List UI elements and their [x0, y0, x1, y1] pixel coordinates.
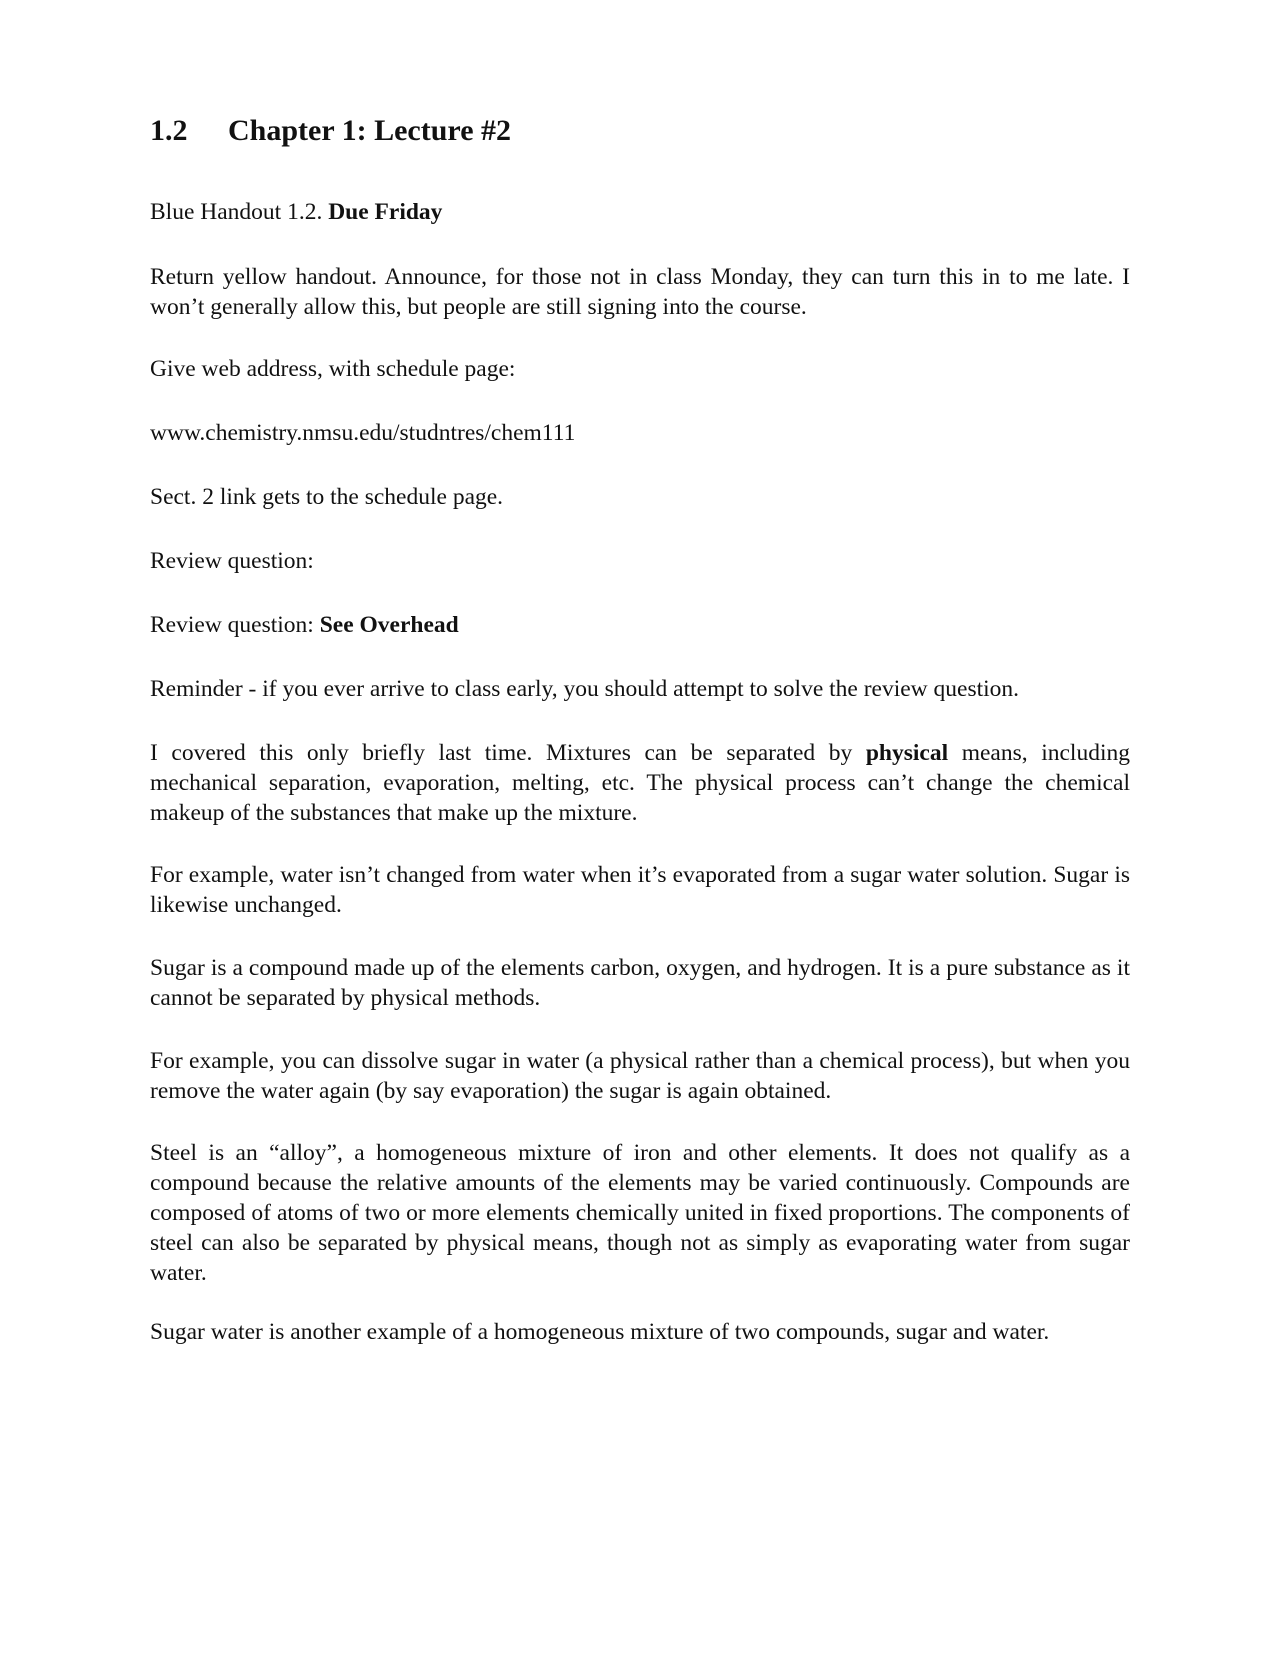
paragraph-sugar-water: Sugar water is another example of a homogeneous mixture of two compounds, sugar and water. — [150, 1319, 1050, 1345]
mixtures-text-a: I covered this only briefly last time. Mixtures can be separated by — [150, 740, 853, 766]
section-number: 1.2 — [150, 114, 188, 147]
due-date: Due Friday — [328, 199, 443, 225]
paragraph-schedule-link: Sect. 2 link gets to the schedule page. — [150, 484, 504, 510]
web-address: www.chemistry.nmsu.edu/studntres/chem111 — [150, 420, 576, 446]
paragraph-review-question: Review question: — [150, 548, 314, 574]
review-question-label: Review question: — [150, 612, 314, 638]
paragraph-review-question-overhead — [150, 610, 1130, 640]
paragraph-steel-alloy: Steel is an “alloy”, a homogeneous mixture of iron and other elements. It does not qualify as a compound because the relative amounts of the elements may be varied continuously. Compounds are composed of atoms of two or more elements chemically united in fixed proportions. The components of steel can also be separated by physical means, though not as simply as evaporating water from sugar water. — [150, 1140, 1130, 1286]
paragraph-mixtures — [150, 738, 1130, 828]
paragraph-water-example: For example, water isn’t changed from water when it’s evaporated from a sugar water solution. Sugar is likewise unchanged. — [150, 862, 1130, 918]
handout-text: Blue Handout 1.2. — [150, 199, 323, 225]
see-overhead: See Overhead — [319, 612, 459, 638]
mixtures-text-b: means, including mechanical separation, evaporation, melting, etc. The physical process can’t change the chemical makeup of the substances that make up the mixture. — [150, 740, 1130, 826]
paragraph-handout — [150, 197, 1130, 227]
paragraph-web-address-intro: Give web address, with schedule page: — [150, 356, 516, 382]
section-title: Chapter 1: Lecture #2 — [228, 114, 512, 147]
paragraph-sugar-compound: Sugar is a compound made up of the elements carbon, oxygen, and hydrogen. It is a pure substance as it cannot be separated by physical methods. — [150, 955, 1130, 1011]
paragraph-dissolve-example: For example, you can dissolve sugar in water (a physical rather than a chemical process), but when you remove the water again (by say evaporation) the sugar is again obtained. — [150, 1048, 1130, 1104]
paragraph-return-handout: Return yellow handout. Announce, for those not in class Monday, they can turn this in to me late. I won’t generally allow this, but people are still signing into the course. — [150, 264, 1130, 320]
paragraph-reminder: Reminder - if you ever arrive to class early, you should attempt to solve the review question. — [150, 676, 1020, 702]
section-heading — [150, 116, 511, 146]
physical-emphasis: physical — [865, 740, 949, 766]
